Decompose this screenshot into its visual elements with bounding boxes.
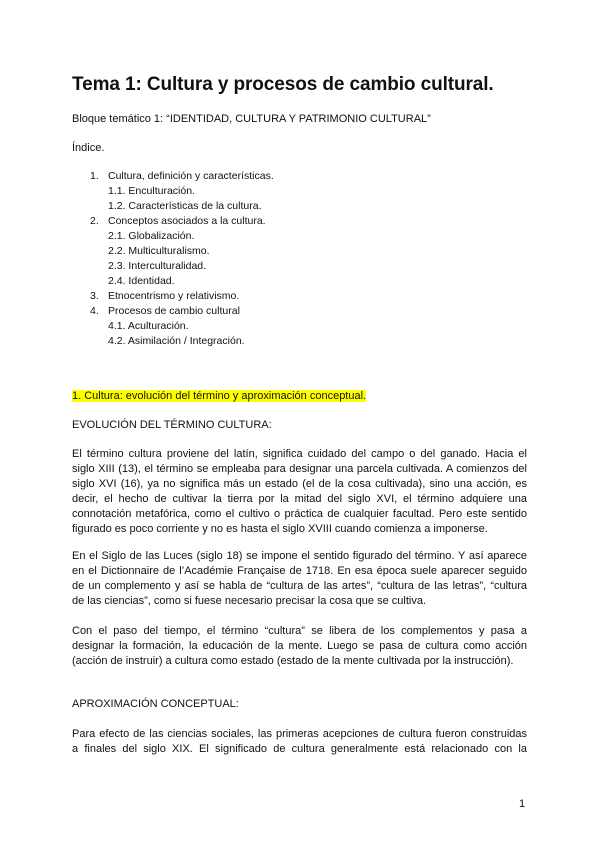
page-number: 1 [519, 798, 526, 810]
paragraph-line: Para efecto de las ciencias sociales, las primeras acepciones de cultura fueron construidas [72, 728, 527, 740]
toc-subitem: 2.2. Multiculturalismo. [108, 245, 210, 257]
section-heading-highlight: 1. Cultura: evolución del término y aproximación conceptual. [72, 390, 367, 402]
table-of-contents [90, 169, 274, 349]
paragraph-line: decir, el hecho de cultivar la tierra por la mitad del siglo XVI, el término adquiere una [72, 493, 527, 505]
paragraph-line: de las ciencias”, como si fuese necesario precisar la cosa que se cultiva. [72, 595, 427, 607]
toc-item: 3. Etnocentrismo y relativismo. [90, 290, 240, 302]
paragraph-line: en el Dictionnaire de l’Académie Française de 1718. En esa época suele aparecer seguido [72, 565, 527, 577]
paragraph-line: figurado es poco corriente y no es hasta el siglo XVIII cuando comienza a imponerse. [72, 523, 488, 535]
toc-subitem: 1.2. Características de la cultura. [108, 200, 262, 212]
toc-subitem: 1.1. Enculturación. [108, 185, 195, 197]
subheading-aproximacion: APROXIMACIÓN CONCEPTUAL: [72, 698, 239, 710]
section-heading [72, 389, 366, 404]
paragraph-line: (acción de instruir) a cultura como estado (estado de la mente cultivada por la instrucción). [72, 655, 514, 667]
index-label: Índice. [72, 142, 105, 154]
paragraph-2 [72, 549, 527, 609]
paragraph-line: siglo XIII (13), el término se empleaba para designar una parcela cultivada. A comienzos del [72, 463, 527, 475]
paragraph-line: En el Siglo de las Luces (siglo 18) se impone el sentido figurado del término. Y así aparece [72, 550, 527, 562]
paragraph-4 [72, 727, 527, 757]
paragraph-line: connotación metafórica, como el cultivo o práctica de cualquier facultad. Pero este sentido [72, 508, 527, 520]
document-title: Tema 1: Cultura y procesos de cambio cultural. [72, 74, 494, 95]
toc-item: 4. Procesos de cambio cultural [90, 305, 240, 317]
toc-item: 2. Conceptos asociados a la cultura. [90, 215, 266, 227]
paragraph-line: siglo XVI (16), ya no significa más un estado (el de la cosa cultivada), sino una acción, es [72, 478, 527, 490]
toc-item: 1. Cultura, definición y características. [90, 170, 274, 182]
paragraph-1 [72, 447, 527, 537]
paragraph-3 [72, 624, 527, 669]
toc-subitem: 2.4. Identidad. [108, 275, 175, 287]
paragraph-line: a finales del siglo XIX. El significado de cultura generalmente está relacionado con la [72, 743, 527, 755]
paragraph-line: Con el paso del tiempo, el término “cultura” se libera de los complementos y pasa a [72, 625, 527, 637]
toc-subitem: 4.1. Aculturación. [108, 320, 189, 332]
paragraph-line: de un complemento y así se habla de “cultura de las artes”, “cultura de las letras”, “cultura [72, 580, 527, 592]
toc-subitem: 2.3. Interculturalidad. [108, 260, 207, 272]
block-subtitle: Bloque temático 1: “IDENTIDAD, CULTURA Y PATRIMONIO CULTURAL” [72, 113, 431, 125]
paragraph-line: designar la formación, la educación de la mente. Luego se pasa de cultura como acción [72, 640, 527, 652]
toc-subitem: 4.2. Asimilación / Integración. [108, 335, 245, 347]
paragraph-line: El término cultura proviene del latín, significa cuidado del campo o del ganado. Hacia el [72, 448, 527, 460]
subheading-evolucion: EVOLUCIÓN DEL TÉRMINO CULTURA: [72, 419, 272, 431]
toc-subitem: 2.1. Globalización. [108, 230, 195, 242]
